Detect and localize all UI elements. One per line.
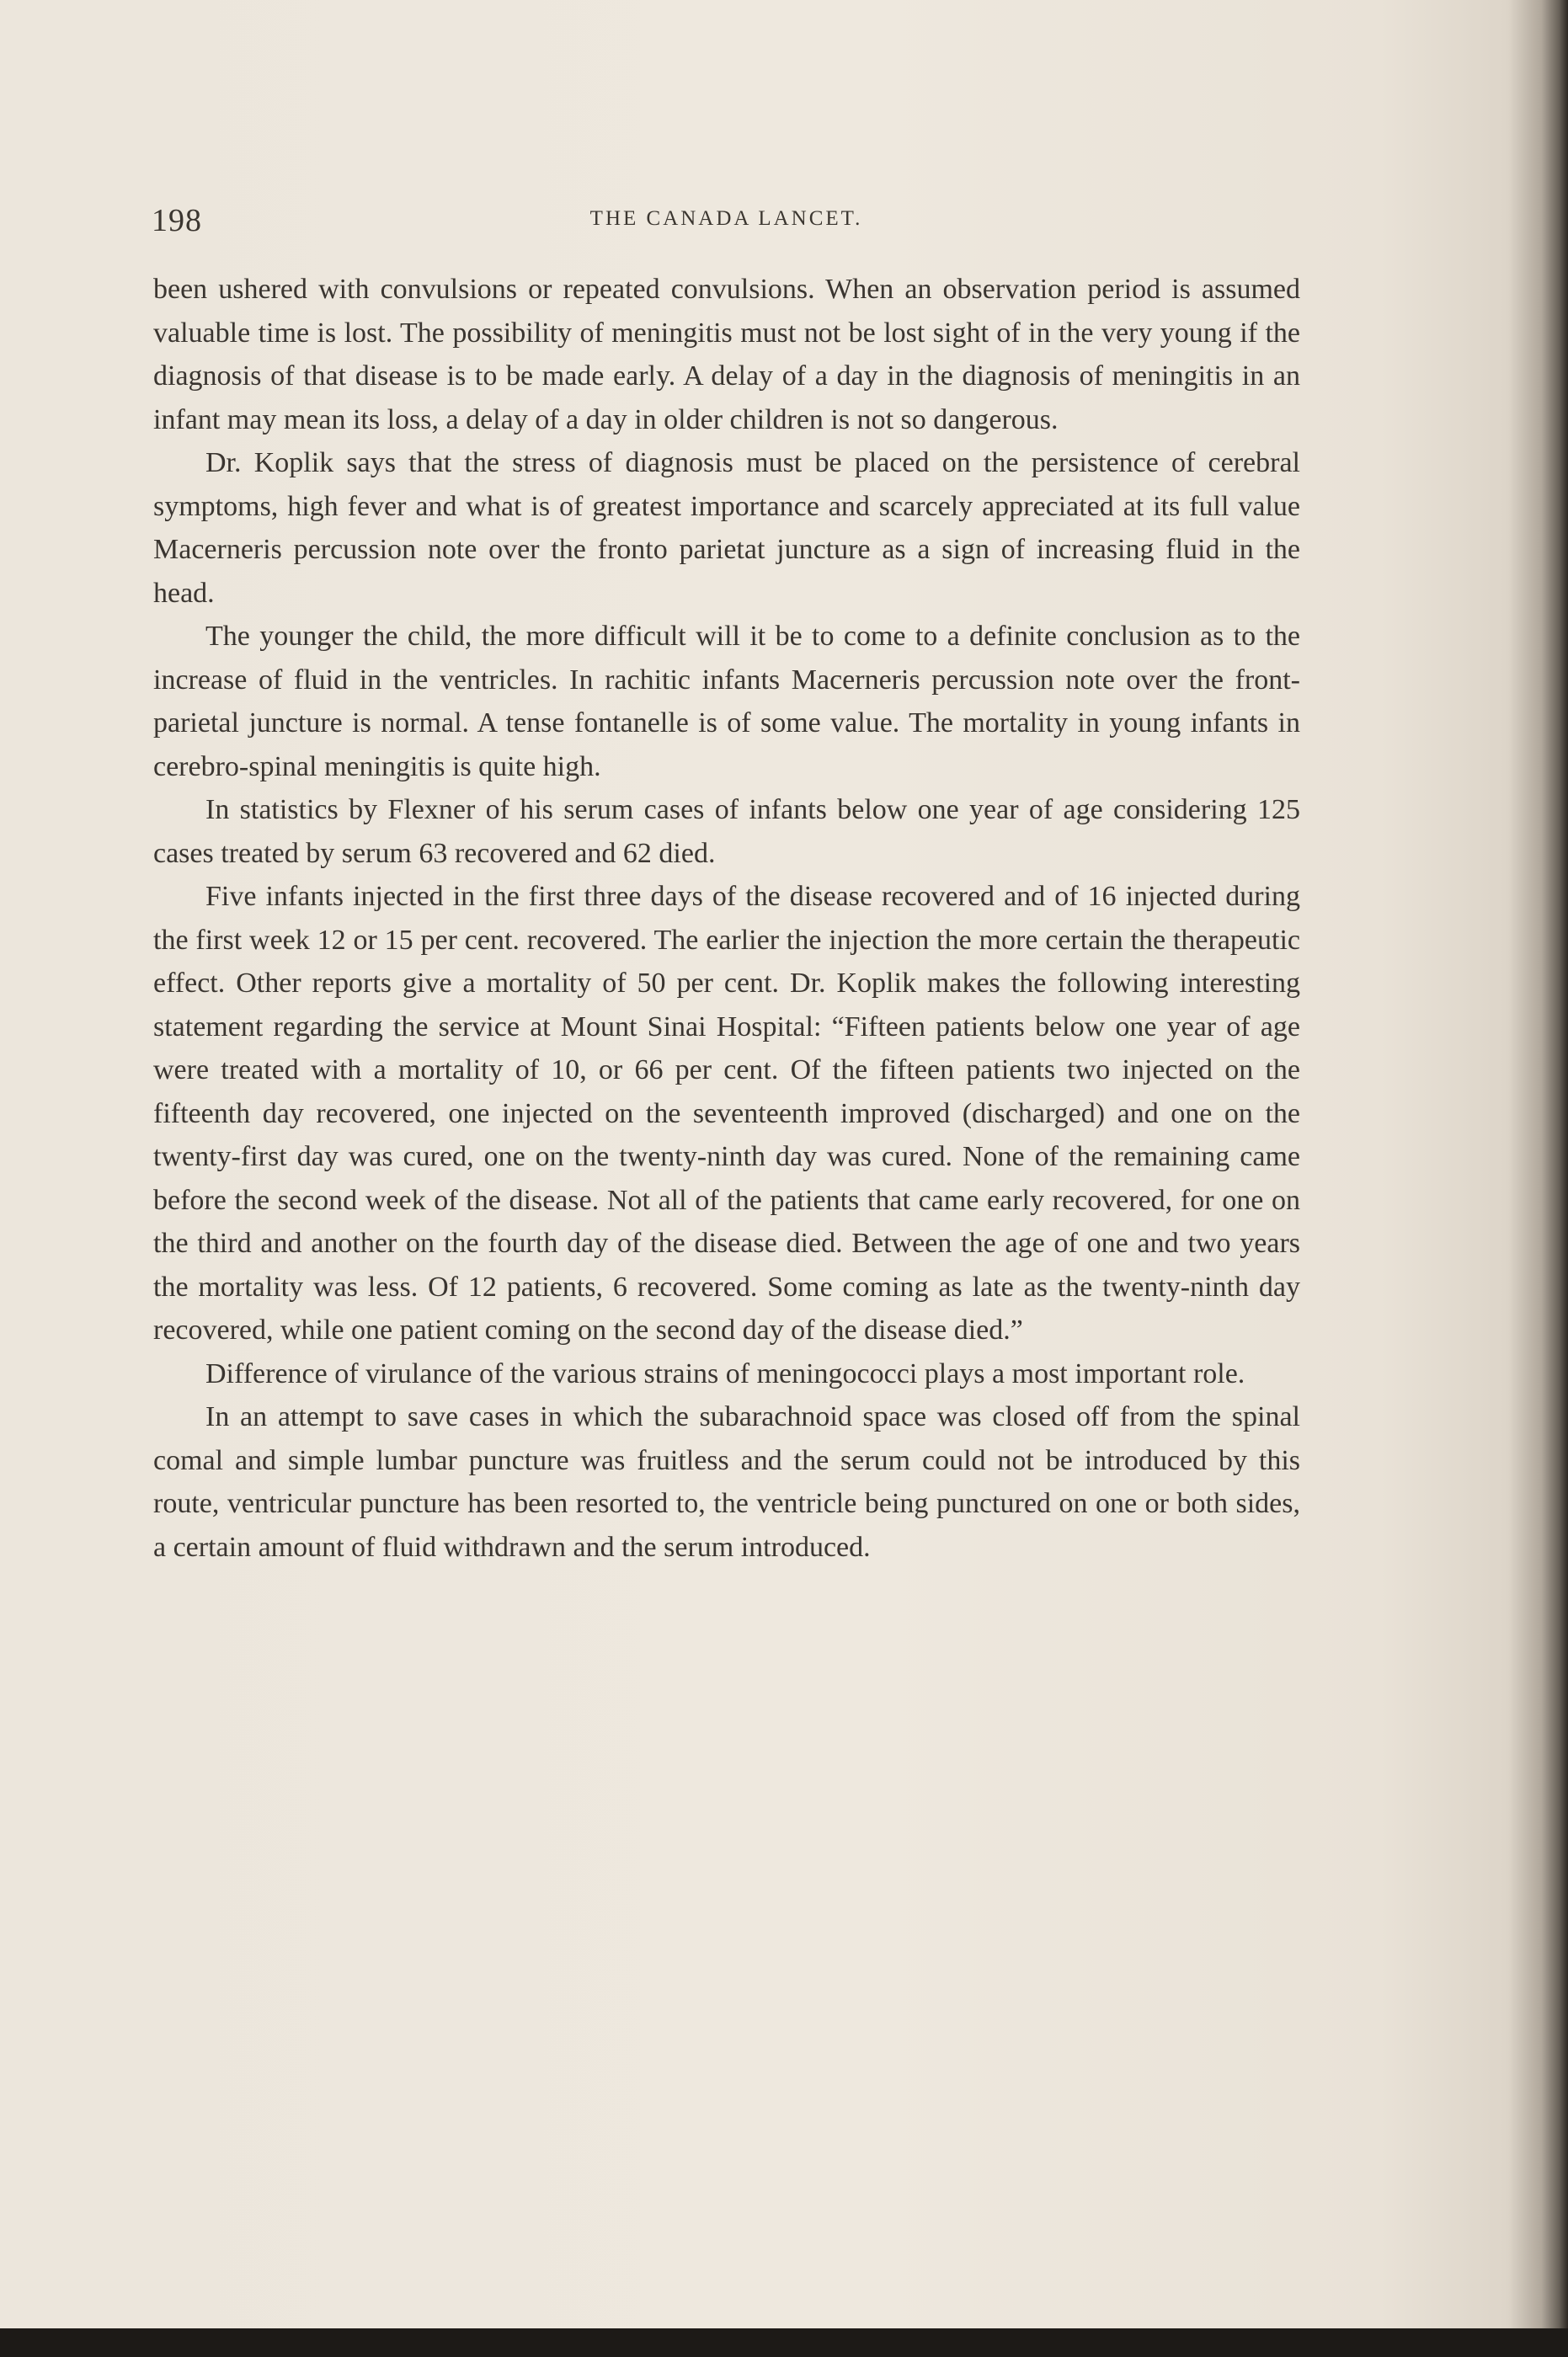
body-text (153, 268, 1300, 1569)
paragraph: The younger the child, the more difficult will it be to come to a definite conclusion as to the increase of fluid in the ventricles. In rachitic infants Macerneris percussion note over the front-parietal juncture is normal. A tense fontanelle is of some value. The mortality in young infants in cerebro-spinal meningitis is quite high. (153, 621, 1300, 782)
running-title: THE CANADA LANCET. (589, 207, 863, 230)
page-number: 198 (152, 203, 202, 238)
paragraph: In an attempt to save cases in which the subarachnoid space was closed off from the spinal comal and simple lumbar puncture was fruitless and the serum could not be introduced by this route, ventricular puncture has been resorted to, the ventricle being punctured on one or both sides, a certain amount of fluid withdrawn and the serum introduced. (153, 1401, 1300, 1563)
paragraph: Dr. Koplik says that the stress of diagnosis must be placed on the persistence of cerebral symptoms, high fever and what is of greatest importance and scarcely appreciated at its full value Macerneris percussion note over the fronto parietat juncture as a sign of increasing fluid in the head. (153, 447, 1300, 609)
page-header (152, 194, 1301, 244)
binding-gutter-shadow (1509, 0, 1568, 2328)
paragraph: Difference of virulance of the various strains of meningococci plays a most important role. (205, 1357, 1245, 1389)
paragraph: Five infants injected in the first three days of the disease recovered and of 16 injected during the first week 12 or 15 per cent. recovered. The earlier the injection the more certain the therapeutic effect. Other reports give a mortality of 50 per cent. Dr. Koplik makes the following interesting statement regarding the service at Mount Sinai Hospital: “Fifteen patients below one year of age were treated with a mortality of 10, or 66 per cent. Of the fifteen patients two injected on the fifteenth day recovered, one injected on the seventeenth improved (discharged) and one on the twenty-first day was cured, one on the twenty-ninth day was cured. None of the remaining came before the second week of the disease. Not all of the patients that came early recovered, for one on the third and another on the fourth day of the disease died. Between the age of one and two years the mortality was less. Of 12 patients, 6 recovered. Some coming as late as the twenty-ninth day recovered, while one patient coming on the second day of the disease died.” (153, 881, 1300, 1346)
scan-bottom-edge (0, 2328, 1568, 2357)
paragraph: been ushered with convulsions or repeated convulsions. When an observation period is assumed valuable time is lost. The possibility of meningitis must not be lost sight of in the very young if the diagnosis of that disease is to be made early. A delay of a day in the diagnosis of meningitis in an infant may mean its loss, a delay of a day in older children is not so dangerous. (153, 274, 1300, 435)
paragraph: In statistics by Flexner of his serum cases of infants below one year of age considering 125 cases treated by serum 63 recovered and 62 died. (153, 794, 1300, 869)
